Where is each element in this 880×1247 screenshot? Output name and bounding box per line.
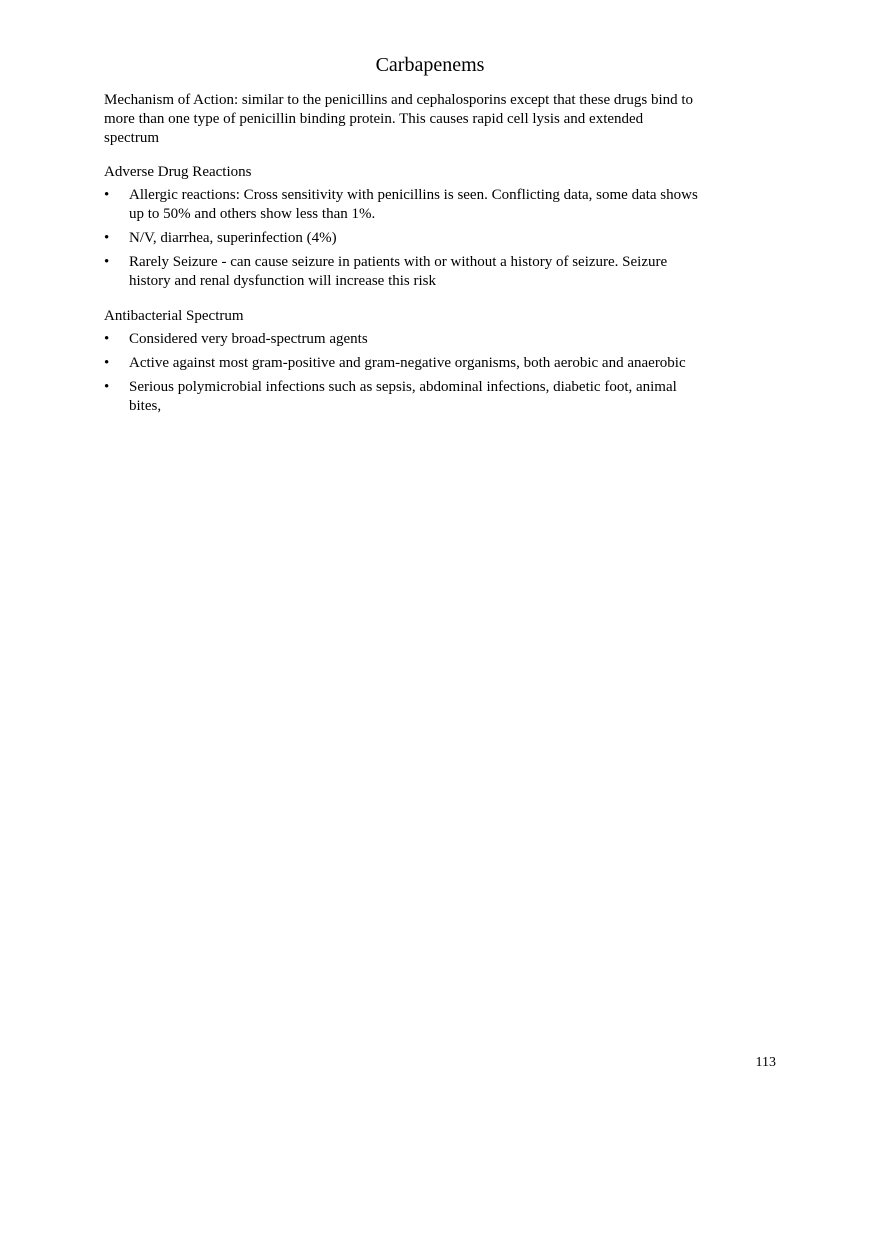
bullet-icon: • [104,355,110,371]
list-item-text: N/V, diarrhea, superinfection (4%) [129,230,337,246]
adverse-reactions-list [104,186,744,291]
document-body [104,91,744,421]
list-item-text: Serious polymicrobial infections such as sepsis, abdominal infections, diabetic foot, animal bites, [129,379,677,414]
list-item [104,354,744,373]
list-item [104,253,699,291]
adverse-reactions-heading: Adverse Drug Reactions [104,164,252,180]
list-item-text: Rarely Seizure - can cause seizure in patients with or without a history of seizure. Seizure history and renal dysfunction will increase this risk [129,254,668,289]
antibacterial-spectrum-heading: Antibacterial Spectrum [104,308,244,324]
list-item [104,229,744,248]
bullet-icon: • [104,230,110,246]
bullet-icon: • [104,254,110,270]
list-item [104,186,699,224]
bullet-icon: • [104,379,110,395]
mechanism-of-action-paragraph: Mechanism of Action: similar to the penicillins and cephalosporins except that these drugs bind to more than one type of penicillin binding protein. This causes rapid cell lysis and extended spectrum [104,92,694,146]
list-item [104,378,699,416]
bullet-icon: • [104,331,110,347]
list-item-text: Allergic reactions: Cross sensitivity with penicillins is seen. Conflicting data, some data shows up to 50% and others show less than 1%. [129,187,698,222]
page-number: 113 [755,1055,776,1070]
antibacterial-spectrum-list [104,330,744,416]
list-item-text: Active against most gram-positive and gram-negative organisms, both aerobic and anaerobic [129,355,686,371]
list-item [104,330,744,349]
page-title: Carbapenems [375,54,485,76]
bullet-icon: • [104,187,110,203]
list-item-text: Considered very broad-spectrum agents [129,331,368,347]
